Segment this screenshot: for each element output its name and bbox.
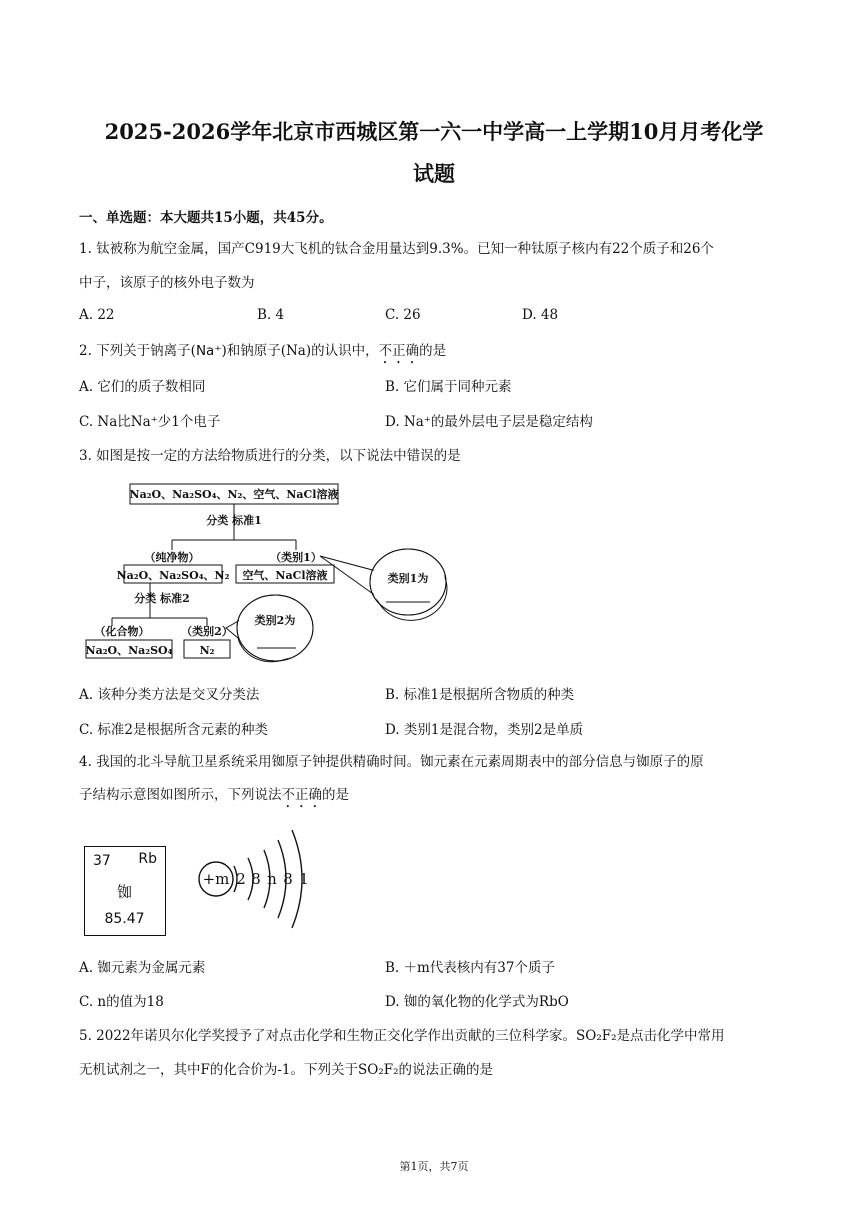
q3-option-c: C. 标准2是根据所含元素的种类	[79, 722, 269, 738]
element-card	[84, 846, 166, 936]
q2-ion: Na⁺	[195, 343, 222, 359]
q3-option-b: B. 标准1是根据所含物质的种类	[385, 687, 575, 703]
standard1-label: 分类 标准1	[206, 514, 262, 527]
pure-label: （纯净物）	[144, 551, 200, 564]
q2-option-b: B. 它们属于同种元素	[385, 379, 512, 395]
bubble2-text: 类别2为	[254, 614, 296, 627]
category1-box-text: 空气、NaCl溶液	[242, 569, 328, 582]
q3-option-a: A. 该种分类方法是交叉分类法	[79, 687, 260, 703]
compound-box-text: Na₂O、Na₂SO₄	[85, 644, 173, 657]
q4-line2-prefix: 子结构示意图如图所示，下列说法	[79, 787, 282, 803]
q4-option-a: A. 铷元素为金属元素	[79, 960, 206, 976]
top-box-text: Na₂O、Na₂SO₄、N₂、空气、NaCl溶液	[129, 488, 339, 501]
q4-line2-suffix: 的是	[322, 787, 349, 803]
q2-option-a: A. 它们的质子数相同	[79, 379, 206, 395]
q2-middle: )和钠原子(Na)的认识中，	[221, 343, 379, 359]
atom-structure-diagram	[190, 812, 330, 952]
shell-4-electrons: 8	[283, 870, 293, 888]
q1-stem-line2: 中子，该原子的核外电子数为	[79, 275, 255, 291]
page-footer: 第1页，共7页	[399, 1160, 469, 1173]
section-heading: 一、单选题：本大题共15小题，共45分。	[79, 210, 333, 226]
category2-label: （类别2）	[181, 625, 233, 638]
q2-suffix: 的是	[419, 343, 447, 359]
q2-prefix: 2. 下列关于钠离子(	[79, 343, 196, 359]
q4-stem-line2	[79, 783, 349, 811]
atomic-number: 37	[93, 853, 111, 869]
q4-emphasis: 不正确	[281, 787, 322, 803]
q3-stem: 3. 如图是按一定的方法给物质进行的分类，以下说法中错误的是	[79, 448, 461, 464]
q5-stem-line1: 5. 2022年诺贝尔化学奖授予了对点击化学和生物正交化学作出贡献的三位科学家。SO₂F₂是点击化学中常用	[79, 1028, 725, 1044]
q2-option-d: D. Na⁺的最外层电子层是稳定结构	[385, 414, 593, 430]
category2-box-text: N₂	[199, 644, 215, 657]
q4-option-b: B. ＋m代表核内有37个质子	[385, 960, 555, 976]
q1-option-d: D. 48	[522, 307, 559, 323]
q4-option-c: C. n的值为18	[79, 994, 164, 1010]
shell-3-electrons: n	[267, 870, 277, 888]
q1-option-c: C. 26	[385, 307, 421, 323]
q1-stem-line1: 1. 钛被称为航空金属，国产C919大飞机的钛合金用量达到9.3%。已知一种钛原子核内有22个质子和26个	[79, 241, 714, 257]
shell-5-electrons: 1	[299, 870, 309, 888]
document-title-line1: 2025-2026学年北京市西城区第一六一中学高一上学期10月月考化学	[104, 119, 764, 144]
shell-1-electrons: 2	[236, 870, 246, 888]
q4-option-d: D. 铷的氧化物的化学式为RbO	[385, 994, 569, 1010]
category1-label: （类别1）	[270, 551, 322, 564]
atomic-mass: 85.47	[104, 911, 145, 927]
shell-2-electrons: 8	[251, 870, 261, 888]
q2-emphasis: 不正确	[378, 343, 420, 359]
classification-diagram	[80, 478, 460, 668]
pure-box-text: Na₂O、Na₂SO₄、N₂	[116, 569, 230, 582]
element-name: 铷	[116, 883, 132, 901]
q3-option-d: D. 类别1是混合物，类别2是单质	[385, 722, 584, 738]
q1-option-a: A. 22	[79, 307, 115, 323]
q2-option-c: C. Na比Na⁺少1个电子	[79, 414, 221, 430]
q4-stem-line1: 4. 我国的北斗导航卫星系统采用铷原子钟提供精确时间。铷元素在元素周期表中的部分信息与铷原子的原	[79, 754, 704, 770]
q1-option-b: B. 4	[257, 307, 285, 323]
q5-stem-line2: 无机试剂之一，其中F的化合价为-1。下列关于SO₂F₂的说法正确的是	[79, 1062, 494, 1078]
bubble1-text: 类别1为	[387, 572, 429, 585]
document-title-line2: 试题	[413, 161, 455, 186]
compound-label: （化合物）	[94, 625, 150, 638]
nucleus-charge: +m	[202, 870, 230, 888]
standard2-label: 分类 标准2	[134, 592, 190, 605]
q2-stem	[79, 339, 446, 367]
element-symbol: Rb	[138, 851, 157, 867]
